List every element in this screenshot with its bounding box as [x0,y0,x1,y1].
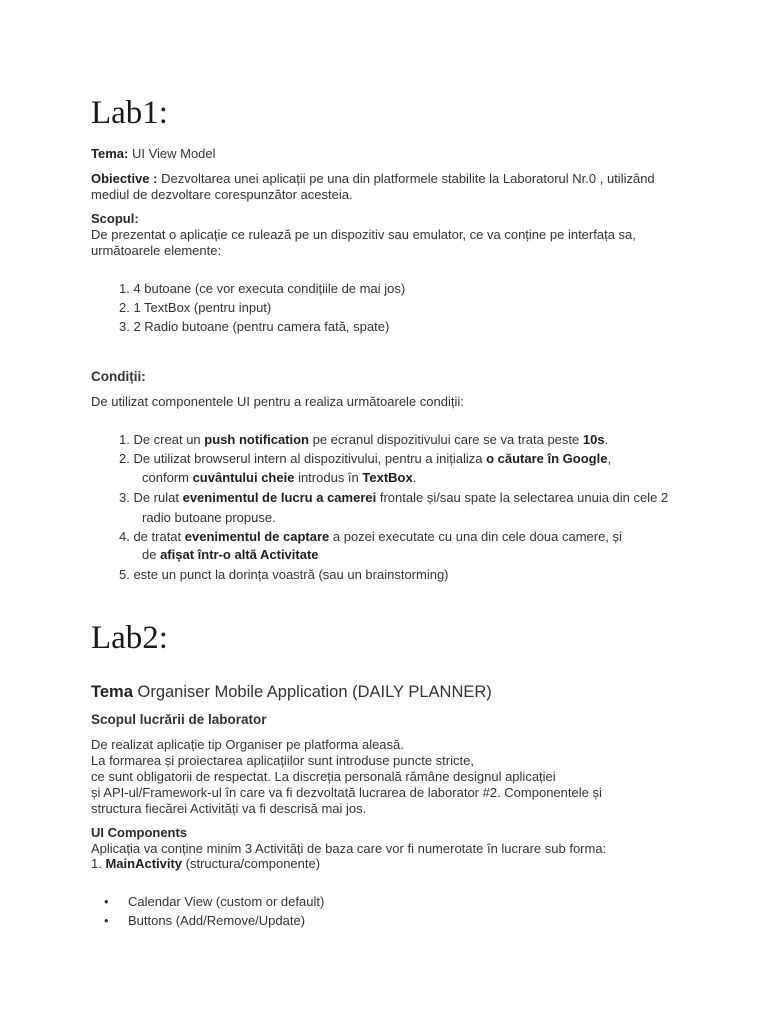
text-span: 3. De rulat [119,490,183,505]
lab2-scopul-text [91,737,602,817]
lab1-condition-1 [119,432,608,448]
bold-span: push notification [204,432,309,447]
lab1-condition-3-cont: radio butoane propuse. [142,510,276,525]
lab1-condition-4 [119,529,622,545]
bullet-icon: • [104,913,109,928]
lab2-bullet-item [104,894,324,910]
lab2-ui-components-label: UI Components [91,825,188,840]
text-span: a pozei executate cu una din cele doua camere, și [329,529,622,544]
lab2-scopul-line: La formarea și proiectarea aplicațiilor sunt introduse puncte stricte, [91,753,474,768]
bullet-text: Calendar View (custom or default) [128,894,325,909]
lab1-condition-2 [119,451,611,467]
lab1-condition-5: 5. este un punct la dorința voastră (sau un brainstorming) [119,567,449,582]
lab1-element-1: 1. 4 butoane (ce vor executa condițiile de mai jos) [119,281,406,296]
lab1-scopul-text [91,227,731,259]
bullet-text: Buttons (Add/Remove/Update) [128,913,306,928]
lab1-obiective-line1: Dezvoltarea unei aplicații pe una din platformele stabilite la Laboratorul Nr.0 , utilizând [161,171,655,186]
lab1-scopul-line1: De prezentat o aplicație ce rulează pe un dispozitiv sau emulator, ce va conține pe interfața sa, [91,227,636,242]
text-span: frontale și/sau spate la selectarea unuia din cele 2 [376,490,669,505]
lab1-heading: Lab1: [91,95,168,131]
text-span: 1. De creat un [119,432,205,447]
lab2-scopul-line: structura fiecărei Activități va fi descrisă mai jos. [91,801,367,816]
lab1-tema-label: Tema: [91,146,129,161]
text-span: pe ecranul dispozitivului care se va trata peste [309,432,583,447]
text-span: de [142,547,161,562]
lab1-obiective [91,171,731,203]
lab1-obiective-label: Obiective : [91,171,158,186]
lab1-conditii-intro: De utilizat componentele UI pentru a realiza următoarele condiții: [91,394,464,409]
lab2-bullet-item [104,913,305,929]
text-span: 4. de tratat [119,529,185,544]
lab1-condition-2-cont [142,470,416,486]
text-span: 2. De utilizat browserul intern al dispozitivului, pentru a inițializa [119,451,487,466]
text-span: conform [142,470,193,485]
lab1-tema-value: UI View Model [131,146,216,161]
lab1-scopul-line2: următoarele elemente: [91,243,222,258]
bold-span: 10s [582,432,605,447]
text-span: (structura/componente) [182,856,321,871]
lab1-element-2: 2. 1 TextBox (pentru input) [119,300,272,315]
lab2-ui-components-text: Aplicația va conține minim 3 Activități de baza care vor fi numerotate în lucrare sub forma: [91,841,607,856]
lab2-tema-value: Organiser Mobile Application (DAILY PLANNER) [137,683,492,701]
lab2-scopul-label: Scopul lucrării de laborator [91,712,267,727]
bold-span: MainActivity [105,856,183,871]
bold-span: cuvântului cheie [192,470,295,485]
lab1-condition-4-cont [142,547,319,563]
bullet-icon: • [104,894,109,909]
bold-span: evenimentul de captare [184,529,330,544]
text-span: 1. [91,856,106,871]
lab1-element-3: 3. 2 Radio butoane (pentru camera fată, spate) [119,319,390,334]
lab2-scopul-line: ce sunt obligatorii de respectat. La discreția personală rămâne designul aplicației [91,769,556,784]
lab1-conditii-label: Condiții: [91,369,146,384]
text-span: introdus în [294,470,363,485]
text-span: , [607,451,612,466]
lab2-scopul-line: și API-ul/Framework-ul în care va fi dezvoltată lucrarea de laborator #2. Componentele și [91,785,602,800]
bold-span: afișat într-o altă Activitate [160,547,319,562]
lab1-scopul-label: Scopul: [91,211,139,226]
lab2-scopul-line: De realizat aplicație tip Organiser pe platforma aleasă. [91,737,404,752]
bold-span: o căutare în Google [486,451,608,466]
lab2-tema [91,682,492,702]
lab1-tema [91,146,216,162]
lab1-obiective-line2: mediul de dezvoltare corespunzător acesteia. [91,187,353,202]
text-span: . [412,470,417,485]
bold-span: evenimentul de lucru a camerei [182,490,377,505]
lab2-heading: Lab2: [91,620,168,656]
lab1-condition-3 [119,490,668,506]
bold-span: TextBox [362,470,413,485]
text-span: . [604,432,609,447]
lab2-tema-label: Tema [91,683,133,701]
lab2-main-activity [91,856,320,872]
